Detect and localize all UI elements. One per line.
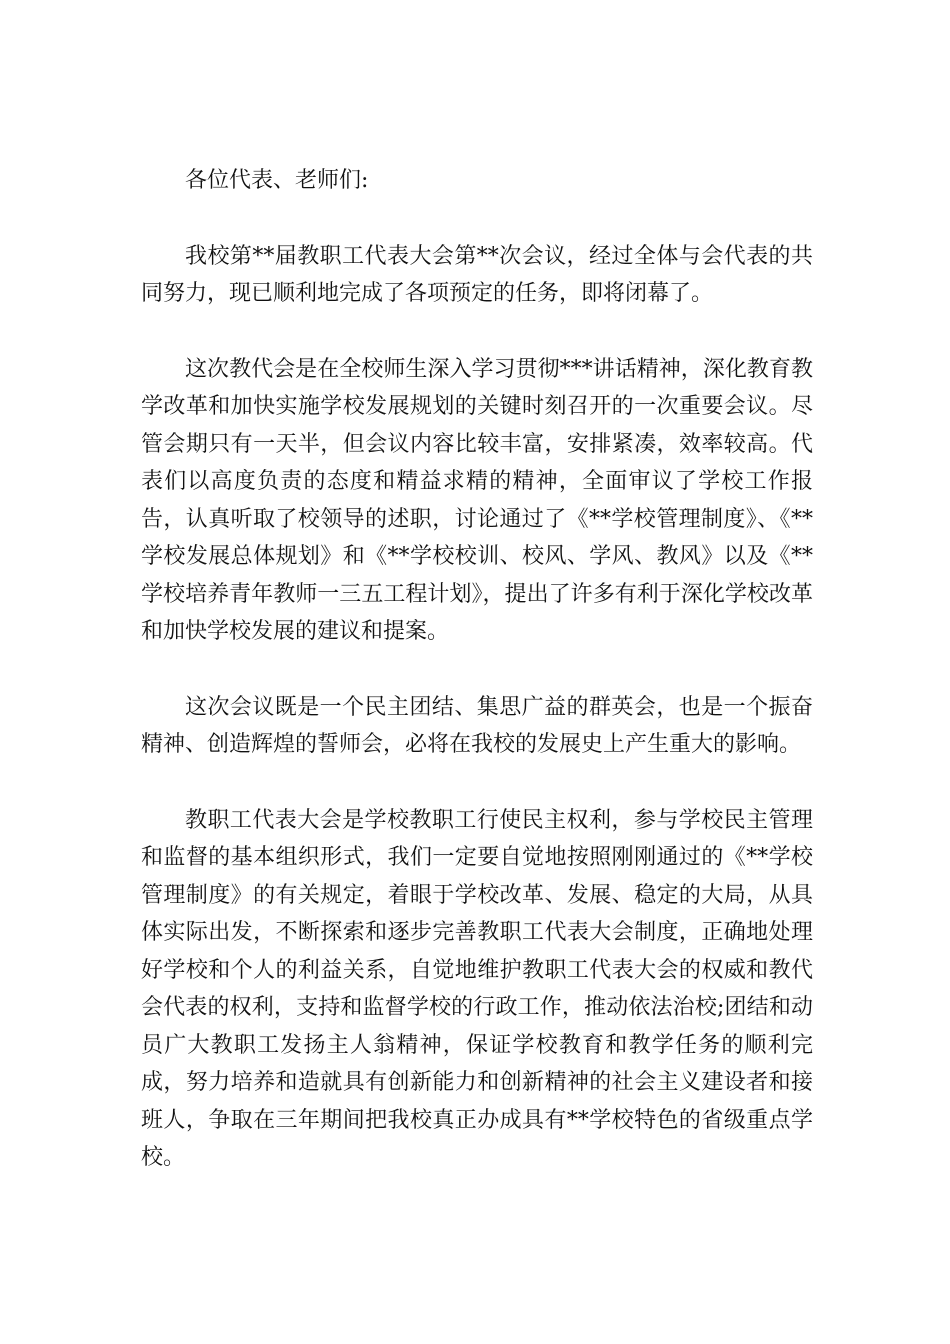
paragraph-significance: 这次会议既是一个民主团结、集思广益的群英会，也是一个振奋精神、创造辉煌的誓师会，必将在我校的发展史上产生重大的影响。: [141, 694, 813, 757]
document-body: [141, 162, 813, 1215]
greeting-line: 各位代表、老师们:: [185, 168, 369, 193]
paragraph-meeting-summary: 这次教代会是在全校师生深入学习贯彻***讲话精神，深化教育教学改革和加快实施学校发展规划的关键时刻召开的一次重要会议。尽管会期只有一天半，但会议内容比较丰富，安排紧凑，效率较高。代表们以高度负责的态度和精益求精的精神，全面审议了学校工作报告，认真听取了校领导的述职，讨论通过了《**学校管理制度》、《**学校发展总体规划》和《**学校校训、校风、学风、教风》以及《**学校培养青年教师一三五工程计划》，提出了许多有利于深化学校改革和加快学校发展的建议和提案。: [141, 356, 813, 644]
paragraph-opening: 我校第**届教职工代表大会第**次会议，经过全体与会代表的共同努力，现已顺利地完成了各项预定的任务，即将闭幕了。: [141, 243, 813, 306]
paragraph-congress-role: 教职工代表大会是学校教职工行使民主权利，参与学校民主管理和监督的基本组织形式，我们一定要自觉地按照刚刚通过的《**学校管理制度》的有关规定，着眼于学校改革、发展、稳定的大局，从具体实际出发，不断探索和逐步完善教职工代表大会制度，正确地处理好学校和个人的利益关系，自觉地维护教职工代表大会的权威和教代会代表的权利，支持和监督学校的行政工作，推动依法治校;团结和动员广大教职工发扬主人翁精神，保证学校教育和教学任务的顺利完成，努力培养和造就具有创新能力和创新精神的社会主义建设者和接班人，争取在三年期间把我校真正办成具有**学校特色的省级重点学校。: [141, 807, 813, 1170]
